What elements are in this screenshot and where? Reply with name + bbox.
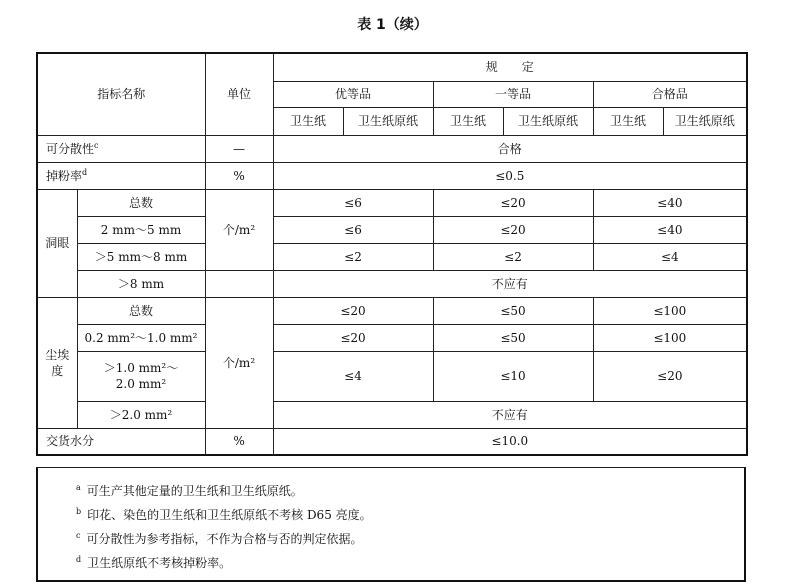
row-dispersibility-name: 可分散性$^c$ [37, 135, 205, 162]
footnotes [36, 467, 746, 582]
row-dispersibility-unit: — [205, 135, 273, 162]
header-sub: 卫生纸原纸 [663, 107, 747, 135]
dirt-merged-value: 不应有 [273, 401, 747, 428]
holes-unit: 个/m² [205, 189, 273, 270]
dirt-value: ≤20 [593, 351, 747, 401]
spec-table [36, 52, 748, 456]
footnote-c: $^c$ 可分散性为参考指标，不作为合格与否的判定依据。 [76, 531, 363, 546]
holes-value: ≤6 [273, 216, 433, 243]
holes-value: ≤40 [593, 216, 747, 243]
header-grade-premium: 优等品 [273, 81, 433, 107]
holes-unit-empty [205, 270, 273, 297]
header-sub: 卫生纸原纸 [503, 107, 593, 135]
holes-item-name: ＞5 mm～8 mm [77, 243, 205, 270]
header-spec: 规 定 [273, 53, 747, 81]
holes-item-name: 2 mm～5 mm [77, 216, 205, 243]
footnote-b: $^b$ 印花、染色的卫生纸和卫生纸原纸不考核 D65 亮度。 [76, 507, 372, 522]
dirt-value: ≤50 [433, 297, 593, 324]
holes-value: ≤2 [433, 243, 593, 270]
row-dusting-value: ≤0.5 [273, 162, 747, 189]
row-moisture-unit: % [205, 428, 273, 455]
header-sub: 卫生纸 [433, 107, 503, 135]
holes-item-name: ＞8 mm [77, 270, 205, 297]
footnote-a: $^a$ 可生产其他定量的卫生纸和卫生纸原纸。 [76, 483, 303, 498]
dirt-item-name: ＞1.0 mm²～ 2.0 mm² [77, 351, 205, 401]
holes-value: ≤2 [273, 243, 433, 270]
header-sub: 卫生纸 [593, 107, 663, 135]
dirt-value: ≤100 [593, 297, 747, 324]
header-unit: 单位 [205, 53, 273, 135]
dirt-group-label: 尘埃度 [37, 297, 77, 428]
dirt-value: ≤10 [433, 351, 593, 401]
header-grade-first: 一等品 [433, 81, 593, 107]
dirt-item-name: 总数 [77, 297, 205, 324]
dirt-unit: 个/m² [205, 297, 273, 428]
row-dispersibility-value: 合格 [273, 135, 747, 162]
holes-value: ≤20 [433, 189, 593, 216]
header-sub: 卫生纸原纸 [343, 107, 433, 135]
table-title: 表 1（续） [357, 17, 428, 33]
holes-merged-value: 不应有 [273, 270, 747, 297]
row-moisture-value: ≤10.0 [273, 428, 747, 455]
dirt-value: ≤50 [433, 324, 593, 351]
dirt-item-name: ＞2.0 mm² [77, 401, 205, 428]
footnote-d: $^d$ 卫生纸原纸不考核掉粉率。 [76, 555, 232, 570]
row-dusting-name: 掉粉率$^d$ [37, 162, 205, 189]
dirt-value: ≤4 [273, 351, 433, 401]
dirt-value: ≤20 [273, 324, 433, 351]
row-moisture-name: 交货水分 [37, 428, 205, 455]
holes-value: ≤4 [593, 243, 747, 270]
holes-value: ≤6 [273, 189, 433, 216]
dirt-value: ≤100 [593, 324, 747, 351]
holes-item-name: 总数 [77, 189, 205, 216]
header-indicator: 指标名称 [37, 53, 205, 135]
holes-group-label: 洞眼 [37, 189, 77, 297]
holes-value: ≤40 [593, 189, 747, 216]
row-dusting-unit: % [205, 162, 273, 189]
dirt-value: ≤20 [273, 297, 433, 324]
holes-value: ≤20 [433, 216, 593, 243]
header-sub: 卫生纸 [273, 107, 343, 135]
header-grade-qualified: 合格品 [593, 81, 747, 107]
dirt-item-name: 0.2 mm²～1.0 mm² [77, 324, 205, 351]
